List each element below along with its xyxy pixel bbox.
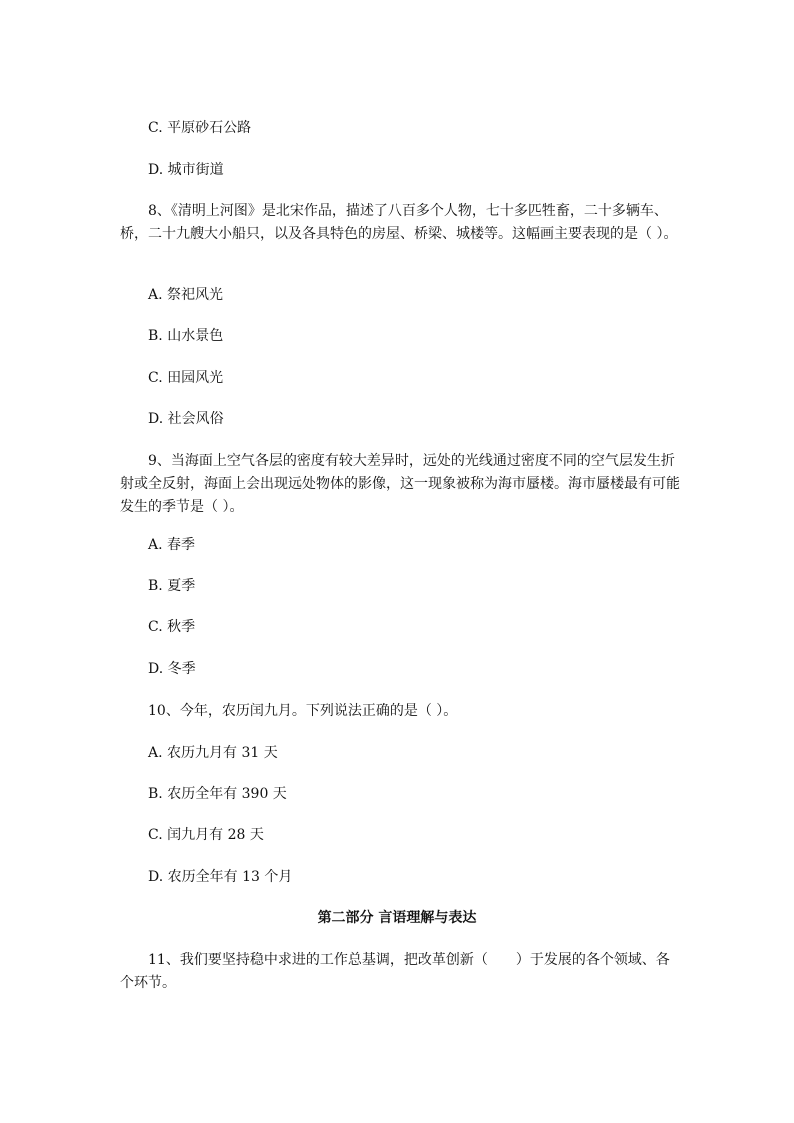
q9-option-d: D. 冬季 bbox=[148, 661, 196, 677]
q9-option-c: C. 秋季 bbox=[148, 619, 196, 635]
q9-stem-text: 9、当海面上空气各层的密度有较大差异时，远处的光线通过密度不同的空气层发生折射或全反射，海面上会出现远处物体的影像，这一现象被称为海市蜃楼。海市蜃楼最有可能发生的季节是（ ）。 bbox=[120, 453, 680, 515]
q10-option-c: C. 闰九月有 28 天 bbox=[148, 827, 264, 843]
q9-option-b: B. 夏季 bbox=[148, 578, 196, 594]
q8-option-b: B. 山水景色 bbox=[148, 328, 224, 344]
q8-option-c: C. 田园风光 bbox=[148, 370, 224, 386]
q8-stem bbox=[120, 200, 680, 246]
q9-option-a: A. 春季 bbox=[148, 537, 196, 553]
q10-option-d: D. 农历全年有 13 个月 bbox=[148, 869, 293, 885]
q7-option-c: C. 平原砂石公路 bbox=[148, 120, 252, 136]
q7-option-d: D. 城市街道 bbox=[148, 162, 224, 178]
section-heading: 第二部分 言语理解与表达 bbox=[317, 910, 477, 926]
q8-option-a: A. 祭祀风光 bbox=[148, 287, 224, 303]
q10-option-a: A. 农历九月有 31 天 bbox=[148, 745, 278, 761]
q10-stem: 10、今年，农历闰九月。下列说法正确的是（ ）。 bbox=[148, 703, 458, 719]
q8-option-d: D. 社会风俗 bbox=[148, 411, 224, 427]
q8-stem-text: 8、《清明上河图》是北宋作品，描述了八百多个人物，七十多匹牲畜，二十多辆车、桥，二十九艘大小船只，以及各具特色的房屋、桥梁、城楼等。这幅画主要表现的是（ ）。 bbox=[120, 203, 678, 242]
q11-stem-text: 11、我们要坚持稳中求进的工作总基调，把改革创新（ ）于发展的各个领域、各个环节。 bbox=[120, 952, 670, 991]
q11-stem bbox=[120, 949, 680, 995]
q10-option-b: B. 农历全年有 390 天 bbox=[148, 786, 287, 802]
q9-stem bbox=[120, 450, 680, 519]
